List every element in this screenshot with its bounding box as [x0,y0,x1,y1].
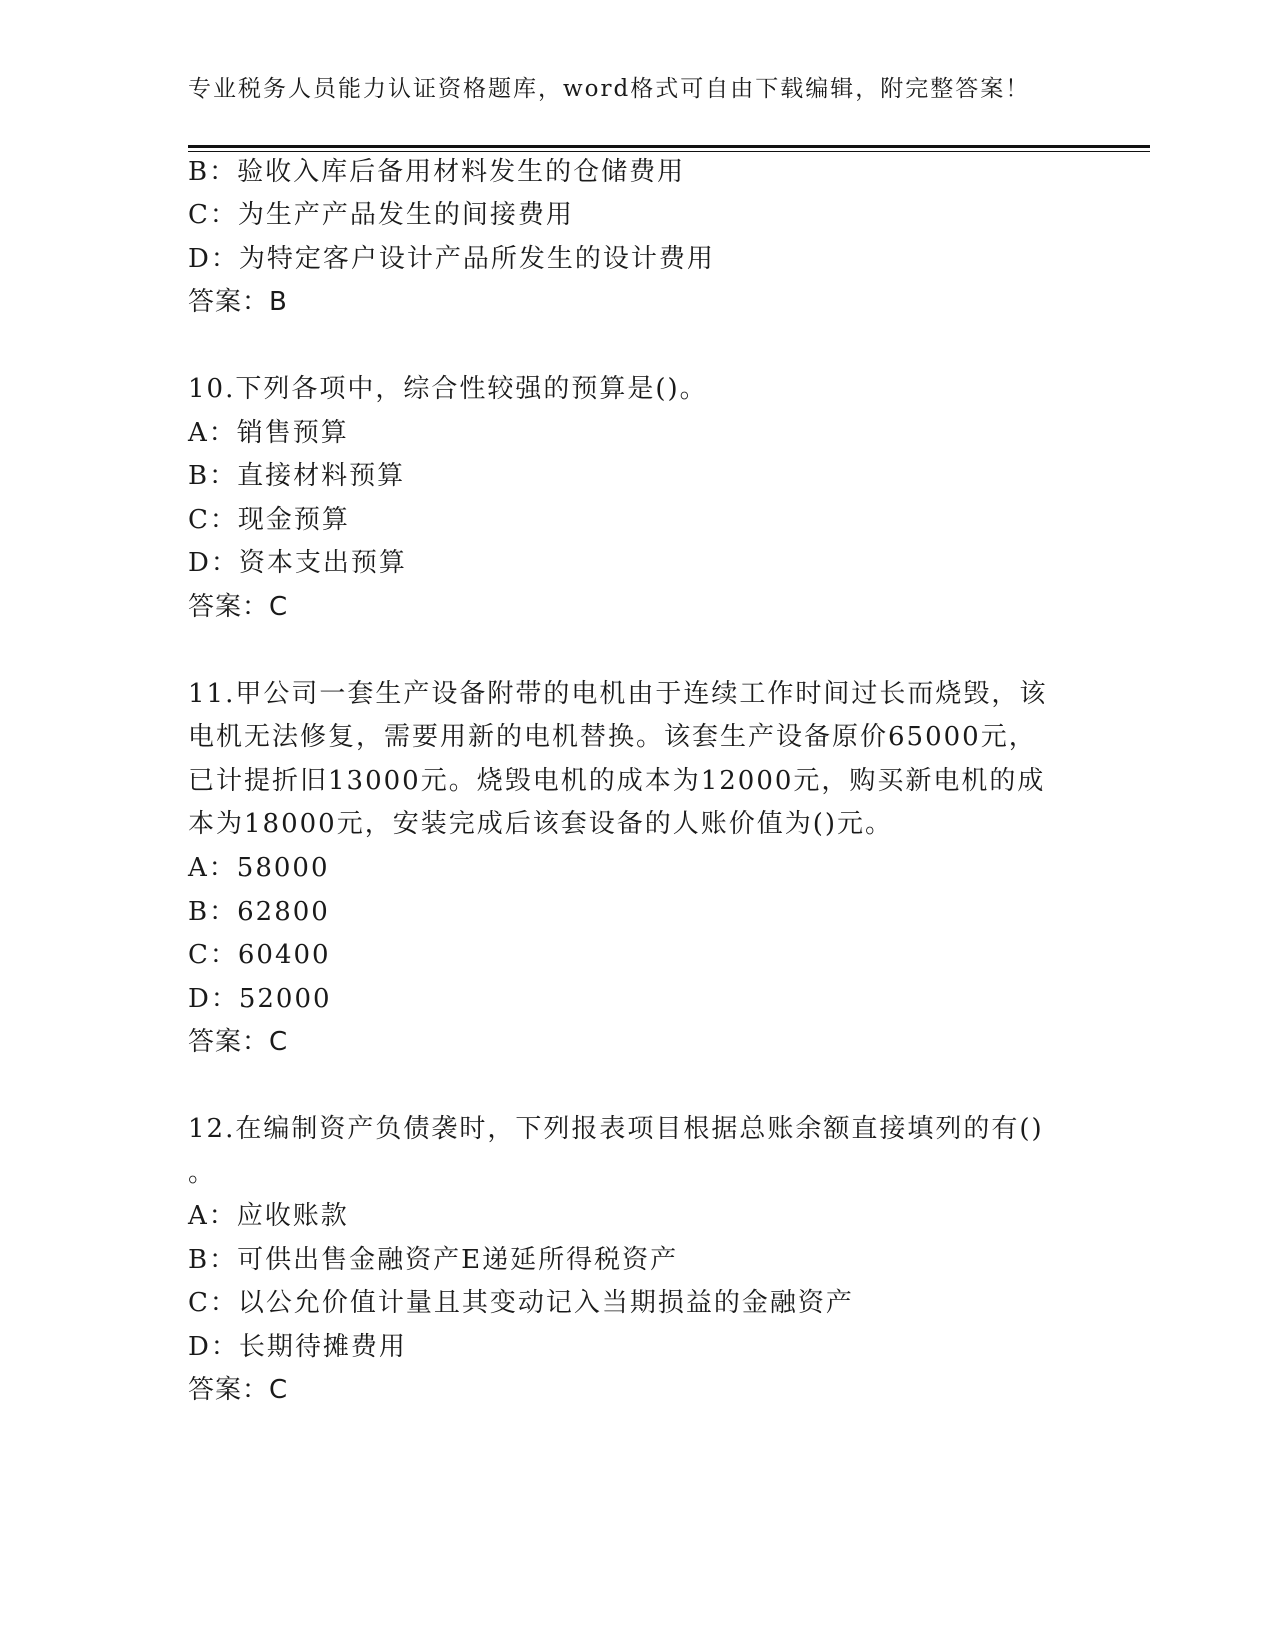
q10-option-d: D：资本支出预算 [188,548,407,578]
q11-stem-line-2: 电机无法修复，需要用新的电机替换。该套生产设备原价65000元， [188,722,1037,752]
q12-option-a: A：应收账款 [188,1201,349,1231]
q9-answer: 答案：B [188,287,288,317]
q12-option-b: B：可供出售金融资产E递延所得税资产 [188,1245,679,1275]
q11-answer: 答案：C [188,1027,289,1057]
header-rule-thick [188,145,1150,148]
q12-answer: 答案：C [188,1375,289,1405]
q11-option-d: D：52000 [188,984,332,1014]
q9-option-c: C：为生产产品发生的间接费用 [188,200,574,230]
q9-option-d: D：为特定客户设计产品所发生的设计费用 [188,244,715,274]
page-header: 专业税务人员能力认证资格题库，word格式可自由下载编辑，附完整答案！ [188,76,1031,102]
q10-option-b: B：直接材料预算 [188,461,406,491]
header-rule-thin [188,151,1150,152]
q12-option-c: C：以公允价值计量且其变动记入当期损益的金融资产 [188,1288,854,1318]
q12-option-d: D：长期待摊费用 [188,1332,407,1362]
q11-stem-line-4: 本为18000元，安装完成后该套设备的人账价值为()元。 [188,809,893,839]
q10-option-c: C：现金预算 [188,505,350,535]
q10-stem-line-1: 10.下列各项中，综合性较强的预算是()。 [188,374,708,404]
q11-option-a: A：58000 [188,853,330,883]
q10-answer: 答案：C [188,592,289,622]
q10-option-a: A：销售预算 [188,418,349,448]
q11-option-c: C：60400 [188,940,331,970]
q11-option-b: B：62800 [188,897,330,927]
q9-option-b: B：验收入库后备用材料发生的仓储费用 [188,157,686,187]
q12-stem-line-2: 。 [188,1158,217,1188]
q11-stem-line-1: 11.甲公司一套生产设备附带的电机由于连续工作时间过长而烧毁，该 [188,679,1048,709]
q11-stem-line-3: 已计提折旧13000元。烧毁电机的成本为12000元，购买新电机的成 [188,766,1046,796]
q12-stem-line-1: 12.在编制资产负债袭时，下列报表项目根据总账余额直接填列的有() [188,1114,1044,1144]
